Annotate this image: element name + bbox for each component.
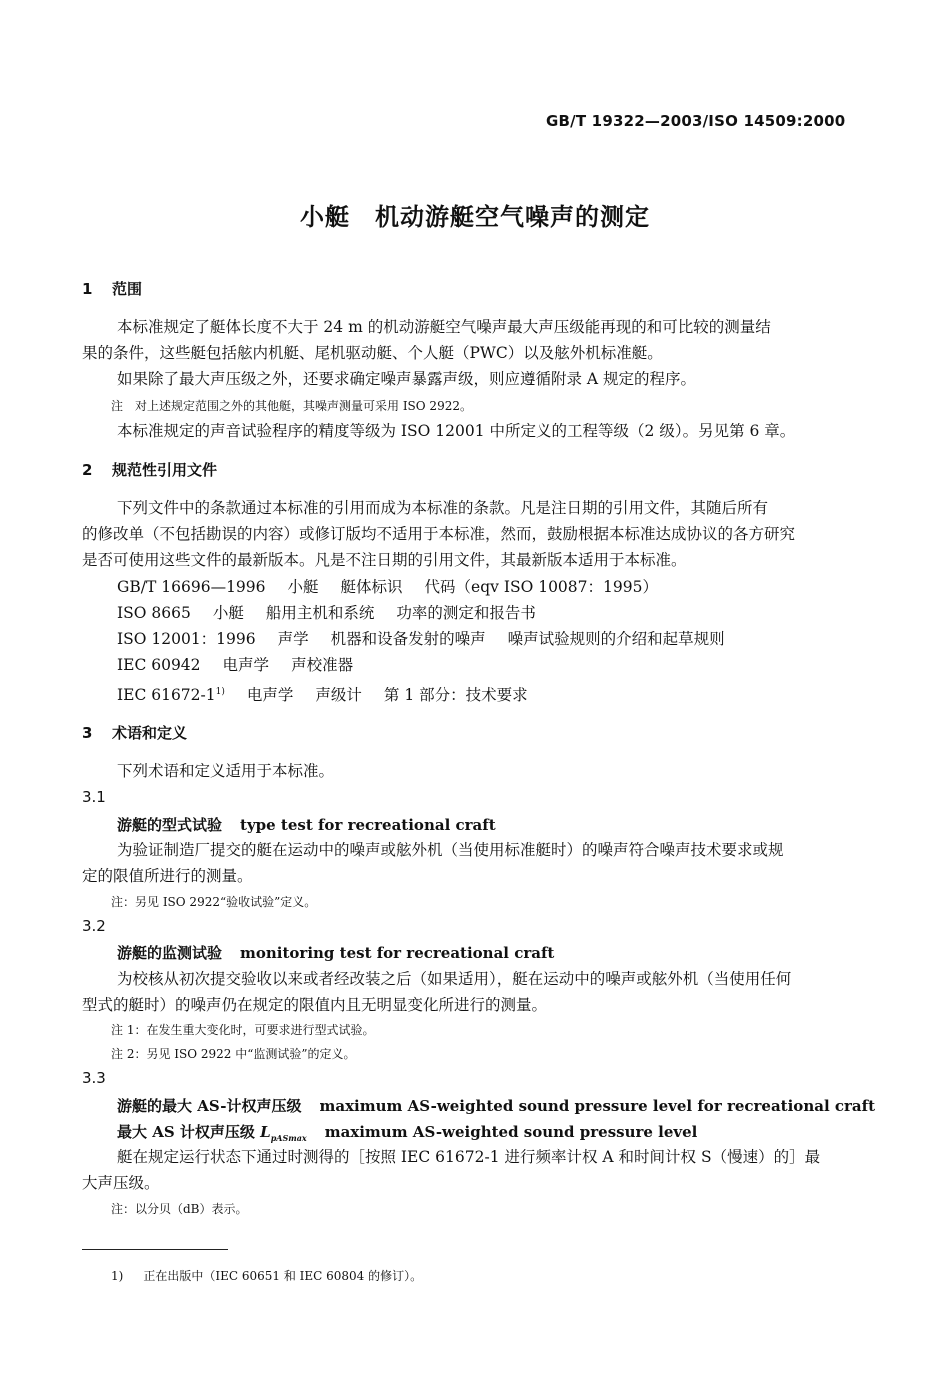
symbol-subscript: pASmax <box>270 1133 307 1143</box>
symbol-letter: L <box>260 1123 271 1141</box>
paragraph: 如果除了最大声压级之外，还要求确定噪声暴露声级，则应遵循附录 A 规定的程序。 <box>117 370 697 388</box>
reference-part: 噪声试验规则的介绍和起草规则 <box>507 630 725 648</box>
subclause-number: 3.1 <box>82 788 106 806</box>
footnote-rule <box>82 1249 228 1250</box>
reference-item <box>117 627 747 652</box>
reference-part: 声学 <box>277 630 309 648</box>
paragraph: 下列术语和定义适用于本标准。 <box>117 762 335 780</box>
term-zh: 游艇的最大 AS-计权声压级 <box>117 1097 302 1115</box>
paragraph: 的修改单（不包括勘误的内容）或修订版均不适用于本标准，然而，鼓励根据本标准达成协议的各方研究 <box>82 525 796 543</box>
section-title: 范围 <box>112 280 143 298</box>
reference-item <box>117 575 680 600</box>
section-title: 术语和定义 <box>112 724 188 742</box>
term-entry-symbol <box>117 1121 697 1143</box>
term-entry <box>117 1095 875 1116</box>
term-zh: 最大 AS 计权声压级 <box>117 1123 255 1141</box>
paragraph: 果的条件，这些艇包括舷内机艇、尾机驱动艇、个人艇（PWC）以及舷外机标准艇。 <box>82 344 663 362</box>
term-entry <box>117 814 496 835</box>
reference-part: 功率的测定和报告书 <box>396 604 536 622</box>
definition: 型式的艇时）的噪声仍在规定的限值内且无明显变化所进行的测量。 <box>82 996 548 1014</box>
section-number: 3 <box>82 724 93 742</box>
footnote <box>111 1267 422 1284</box>
definition: 为验证制造厂提交的艇在运动中的噪声或舷外机（当使用标准艇时）的噪声符合噪声技术要求或规 <box>117 841 784 859</box>
reference-code: IEC 60942 <box>117 656 201 674</box>
reference-code-text: IEC 61672-1 <box>117 686 216 705</box>
note: 注 1：在发生重大变化时，可要求进行型式试验。 <box>111 1023 375 1037</box>
definition: 大声压级。 <box>82 1174 160 1192</box>
reference-item <box>117 601 558 626</box>
section-2-heading <box>82 459 217 480</box>
reference-part: 机器和设备发射的噪声 <box>330 630 486 648</box>
reference-part: 代码（eqv ISO 10087：1995） <box>424 578 658 596</box>
note: 注 2：另见 ISO 2922 中“监测试验”的定义。 <box>111 1047 356 1061</box>
section-title: 规范性引用文件 <box>112 461 218 479</box>
term-entry <box>117 942 554 963</box>
paragraph: 是否可使用这些文件的最新版本。凡是不注日期的引用文件，其最新版本适用于本标准。 <box>82 551 687 569</box>
paragraph: 下列文件中的条款通过本标准的引用而成为本标准的条款。凡是注日期的引用文件，其随后所有 <box>117 499 769 517</box>
paragraph: 本标准规定了艇体长度不大于 24 m 的机动游艇空气噪声最大声压级能再现的和可比较的测量结 <box>117 318 771 336</box>
reference-part: 小艇 <box>212 604 244 622</box>
reference-item <box>117 653 375 678</box>
subclause-number: 3.3 <box>82 1069 106 1087</box>
paragraph: 本标准规定的声音试验程序的精度等级为 ISO 12001 中所定义的工程等级（2 级）。另见第 6 章。 <box>117 422 796 440</box>
reference-code: ISO 12001：1996 <box>117 630 256 648</box>
reference-code: ISO 8665 <box>117 604 191 622</box>
term-en: monitoring test for recreational craft <box>240 944 555 962</box>
reference-part: 船用主机和系统 <box>265 604 375 622</box>
reference-part: 电声学 <box>246 686 294 705</box>
reference-part: 第 1 部分：技术要求 <box>383 686 528 705</box>
reference-part: 艇体标识 <box>340 578 403 596</box>
note: 注 对上述规定范围之外的其他艇，其噪声测量可采用 ISO 2922。 <box>111 399 472 413</box>
reference-part: 电声学 <box>222 656 270 674</box>
section-number: 1 <box>82 280 93 298</box>
definition: 定的限值所进行的测量。 <box>82 867 253 885</box>
section-1-heading <box>82 278 142 299</box>
term-en: maximum AS-weighted sound pressure level <box>324 1123 698 1141</box>
reference-part: 声级计 <box>315 686 362 705</box>
footnote-mark: 1) <box>111 1269 124 1283</box>
subclause-number: 3.2 <box>82 917 106 935</box>
reference-code <box>117 680 225 708</box>
reference-item <box>117 680 550 708</box>
footnote-mark: 1) <box>215 687 225 697</box>
reference-part: 声校准器 <box>291 656 354 674</box>
term-en: maximum AS-weighted sound pressure level for recreational craft <box>319 1097 875 1115</box>
definition: 为校核从初次提交验收以来或者经改装之后（如果适用），艇在运动中的噪声或舷外机（当使用任何 <box>117 970 792 988</box>
document-title: 小艇 机动游艇空气噪声的测定 <box>300 203 650 231</box>
document-header: GB/T 19322—2003/ISO 14509:2000 <box>546 112 846 130</box>
note: 注：另见 ISO 2922“验收试验”定义。 <box>111 895 317 909</box>
section-3-heading <box>82 722 187 743</box>
term-zh: 游艇的型式试验 <box>117 816 223 834</box>
term-zh: 游艇的监测试验 <box>117 944 223 962</box>
footnote-text: 正在出版中（IEC 60651 和 IEC 60804 的修订）。 <box>143 1269 423 1283</box>
definition: 艇在规定运行状态下通过时测得的［按照 IEC 61672-1 进行频率计权 A 和时间计权 S（慢速）的］最 <box>117 1148 821 1166</box>
term-en: type test for recreational craft <box>240 816 496 834</box>
section-number: 2 <box>82 461 93 479</box>
note: 注：以分贝（dB）表示。 <box>111 1202 248 1216</box>
reference-part: 小艇 <box>287 578 319 596</box>
reference-code: GB/T 16696—1996 <box>117 578 266 596</box>
term-symbol <box>260 1123 307 1141</box>
